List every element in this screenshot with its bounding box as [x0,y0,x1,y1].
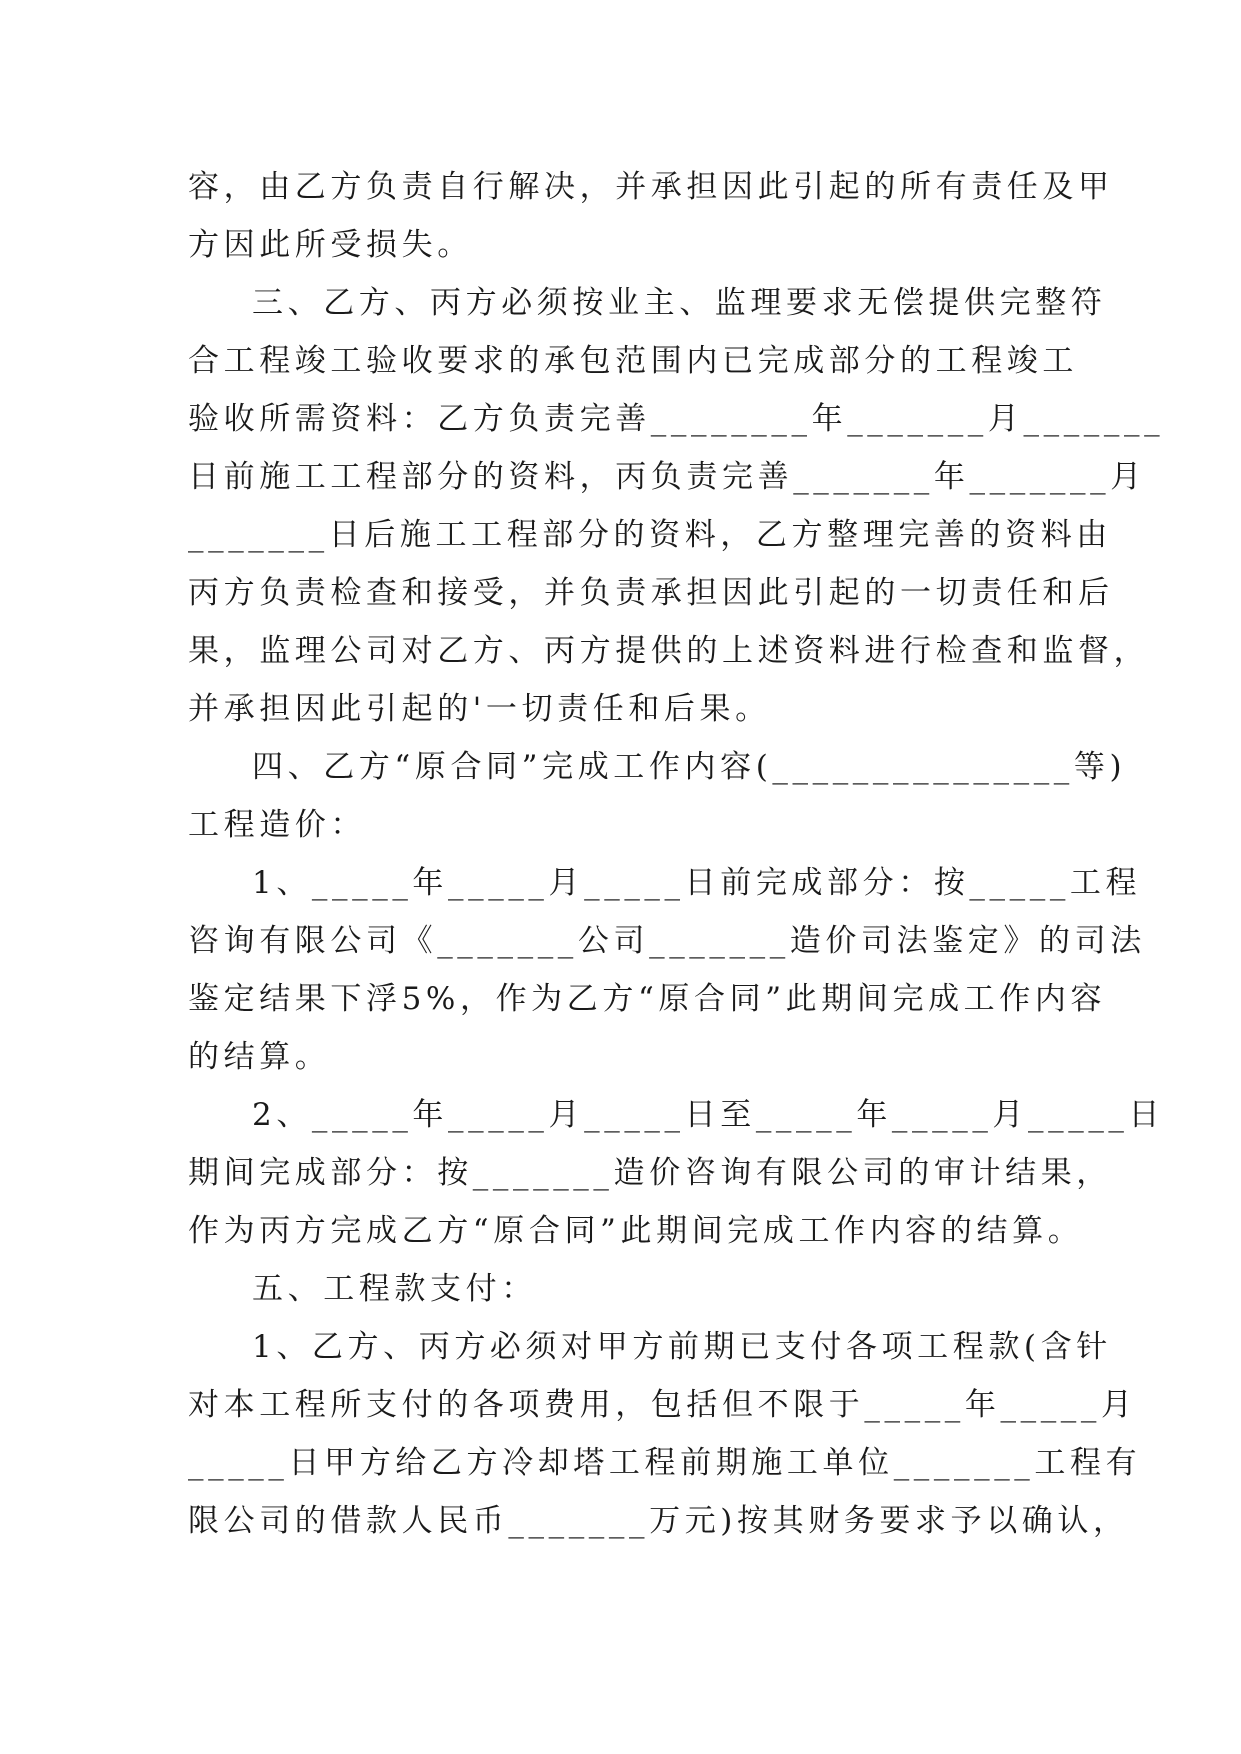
text-line: 三、乙方、丙方必须按业主、监理要求无偿提供完整符 [252,285,1107,321]
text-line: 限公司的借款人民币_______万元)按其财务要求予以确认， [188,1503,1129,1539]
text-line: 鉴定结果下浮5%，作为乙方“原合同”此期间完成工作内容 [188,981,1107,1017]
text-line: 五、工程款支付： [252,1271,537,1307]
document-body [188,158,1165,1550]
text-line: 对本工程所支付的各项费用，包括但不限于_____年_____月 [188,1387,1137,1423]
text-line: _______日后施工工程部分的资料，乙方整理完善的资料由 [188,517,1112,553]
text-line: 合工程竣工验收要求的承包范围内已完成部分的工程竣工 [188,343,1078,379]
text-line: 1、乙方、丙方必须对甲方前期已支付各项工程款(含针 [252,1329,1112,1365]
text-line: 丙方负责检查和接受，并负责承担因此引起的一切责任和后 [188,575,1114,611]
text-line: 验收所需资料：乙方负责完善________年_______月_______ [188,401,1165,437]
text-line: 期间完成部分：按_______造价咨询有限公司的审计结果， [188,1155,1112,1191]
text-line: 四、乙方“原合同”完成工作内容(_______________等) [252,749,1127,785]
text-line: _____日甲方给乙方冷却塔工程前期施工单位_______工程有 [188,1445,1142,1481]
text-line: 作为丙方完成乙方“原合同”此期间完成工作内容的结算。 [188,1213,1084,1249]
text-line: 并承担因此引起的'一切责任和后果。 [188,691,771,727]
text-line: 的结算。 [188,1039,331,1075]
text-line: 2、_____年_____月_____日至_____年_____月_____日 [252,1097,1165,1133]
text-line: 容，由乙方负责自行解决，并承担因此引起的所有责任及甲 [188,169,1114,205]
text-line: 1、_____年_____月_____日前完成部分：按_____工程 [252,865,1142,901]
text-line: 果，监理公司对乙方、丙方提供的上述资料进行检查和监督， [188,633,1150,669]
text-line: 方因此所受损失。 [188,227,473,263]
text-line: 咨询有限公司《_______公司_______造价司法鉴定》的司法 [188,923,1146,959]
text-line: 工程造价： [188,807,366,843]
text-line: 日前施工工程部分的资料，丙负责完善_______年_______月 [188,459,1146,495]
